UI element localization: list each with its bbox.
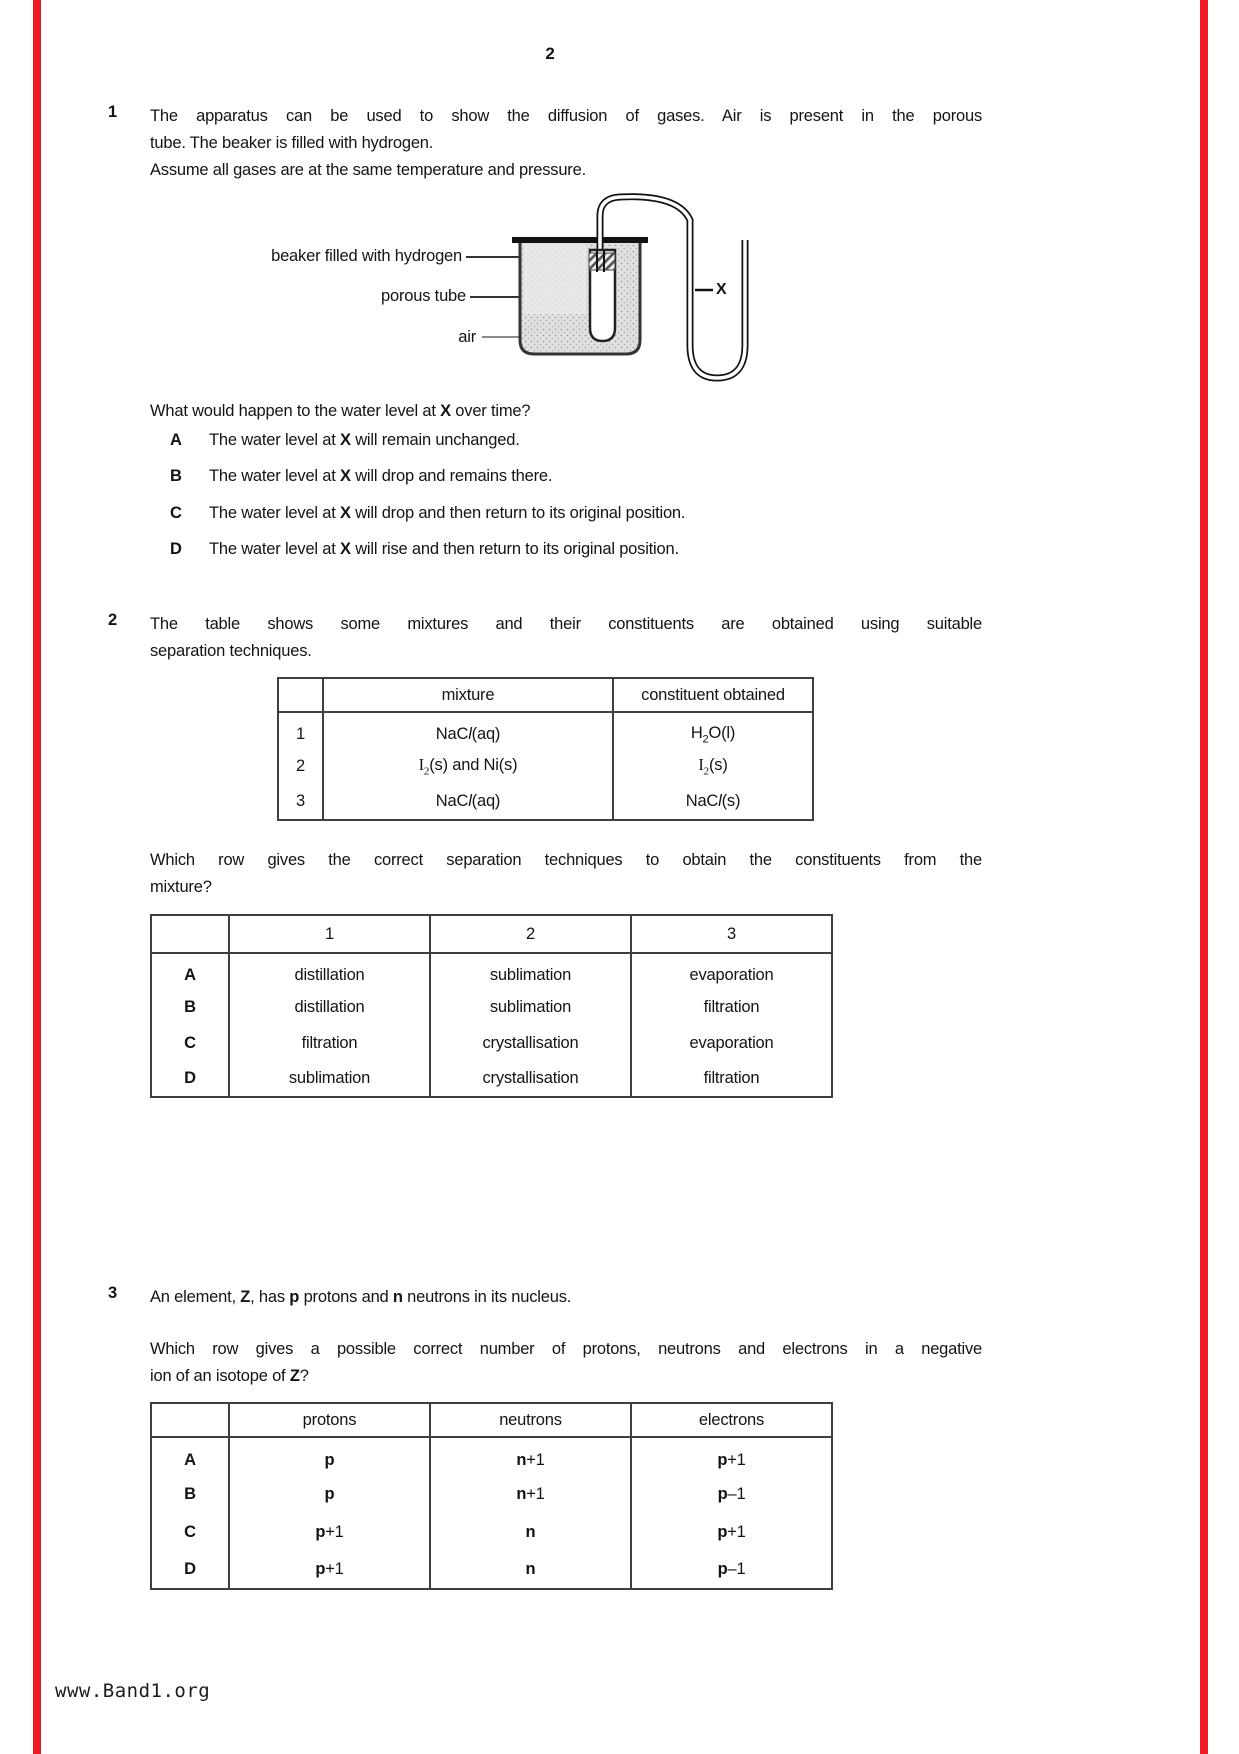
technique-cell: sublimation: [430, 989, 631, 1025]
row-number: 1: [296, 725, 305, 743]
technique-cell: filtration: [631, 989, 832, 1025]
mixture-cell: NaCl(aq): [323, 784, 613, 820]
table-row: [151, 1025, 832, 1061]
table-row: [278, 784, 813, 820]
left-red-border: [33, 0, 41, 1754]
air-label: air: [458, 328, 476, 346]
question-2-text-line2: separation techniques.: [150, 642, 312, 660]
table-row: [151, 1437, 832, 1475]
constituent-cell: $H_2O(l)$: [613, 712, 813, 748]
technique-cell: evaporation: [631, 1025, 832, 1061]
technique-cell: sublimation: [430, 953, 631, 989]
question-1-text-line2: tube. The beaker is filled with hydrogen.: [150, 134, 434, 152]
question-2-prompt-line1: Which row gives the correct separation techniques to obtain the constituents from the: [150, 851, 982, 869]
neutrons-cell: n+1: [430, 1475, 631, 1513]
technique-cell: sublimation: [229, 1061, 430, 1097]
technique-cell: crystallisation: [430, 1025, 631, 1061]
corner-cell: [151, 915, 229, 953]
question-3-intro: An element, Z, has p protons and n neutrons in its nucleus.: [150, 1288, 572, 1306]
mixture-cell: NaCl(aq): [323, 712, 613, 748]
electrons-cell: p+1: [631, 1513, 832, 1551]
right-red-border: [1200, 0, 1208, 1754]
mixture-cell: $I_2(s)$ and Ni(s): [323, 748, 613, 784]
question-1-number: 1: [108, 103, 117, 121]
beaker-label: beaker filled with hydrogen: [271, 247, 462, 265]
table-row: [151, 1475, 832, 1513]
row-letter: C: [184, 1033, 196, 1052]
row-letter: A: [184, 966, 196, 984]
corner-cell: [151, 1403, 229, 1437]
option-text: The water level at X will drop and remains there.: [209, 467, 553, 485]
question-2-text-line1: The table shows some mixtures and their constituents are obtained using suitable: [150, 615, 982, 633]
table-row: [151, 1551, 832, 1589]
constituent-cell: $I_2(s)$: [613, 748, 813, 784]
technique-cell: crystallisation: [430, 1061, 631, 1097]
q1-option-a: [170, 430, 520, 450]
option-text: The water level at X will drop and then return to its original position.: [209, 504, 686, 522]
website-footer: www.Band1.org: [55, 1680, 211, 1702]
question-2-number: 2: [108, 611, 117, 629]
table-row: [151, 989, 832, 1025]
table-row: [151, 1513, 832, 1551]
header-row: [151, 915, 832, 953]
apparatus-diagram: [200, 190, 800, 405]
protons-cell: p: [229, 1437, 430, 1475]
q1-option-b: [170, 466, 552, 486]
neutrons-column-header: neutrons: [430, 1403, 631, 1437]
row-letter: B: [184, 997, 196, 1016]
question-2-prompt-line2: mixture?: [150, 878, 212, 896]
row-letter: C: [184, 1522, 196, 1541]
technique-cell: distillation: [229, 953, 430, 989]
option-letter: C: [170, 504, 182, 522]
option-letter: D: [170, 540, 182, 558]
question-1-prompt: What would happen to the water level at X over time?: [150, 402, 531, 420]
question-3-number: 3: [108, 1284, 117, 1302]
page-number: 2: [545, 44, 555, 63]
technique-cell: evaporation: [631, 953, 832, 989]
row-letter: D: [184, 1560, 196, 1578]
column-header-3: 3: [631, 915, 832, 953]
electrons-cell: p–1: [631, 1551, 832, 1589]
mixtures-table: [277, 677, 814, 821]
option-letter: A: [170, 431, 182, 449]
question-1-text-line3: Assume all gases are at the same temperature and pressure.: [150, 161, 586, 179]
neutrons-cell: n: [430, 1551, 631, 1589]
row-number: 3: [296, 792, 305, 810]
table-row: [278, 712, 813, 748]
header-row: [151, 1403, 832, 1437]
question-3-prompt-line2: ion of an isotope of Z?: [150, 1367, 309, 1385]
electrons-cell: p+1: [631, 1437, 832, 1475]
x-level-label: X: [716, 281, 727, 298]
mixture-column-header: mixture: [323, 678, 613, 712]
row-letter: A: [184, 1451, 196, 1469]
row-number: 2: [296, 756, 305, 775]
neutrons-cell: n: [430, 1513, 631, 1551]
table-row: [151, 1061, 832, 1097]
constituent-column-header: constituent obtained: [613, 678, 813, 712]
column-header-2: 2: [430, 915, 631, 953]
column-header-1: 1: [229, 915, 430, 953]
question-3-prompt-line1: Which row gives a possible correct number of protons, neutrons and electrons in a negative: [150, 1340, 982, 1358]
q1-option-c: [170, 503, 685, 523]
table-row: [278, 748, 813, 784]
option-text: The water level at X will rise and then return to its original position.: [209, 540, 679, 558]
electrons-column-header: electrons: [631, 1403, 832, 1437]
mixtures-table-header-row: [278, 678, 813, 712]
neutrons-cell: n+1: [430, 1437, 631, 1475]
question-1-text-line1: The apparatus can be used to show the diffusion of gases. Air is present in the porous: [150, 107, 982, 125]
electrons-cell: p–1: [631, 1475, 832, 1513]
constituent-cell: NaCl(s): [613, 784, 813, 820]
row-letter: D: [184, 1069, 196, 1087]
technique-cell: filtration: [631, 1061, 832, 1097]
particles-table: [150, 1402, 833, 1590]
protons-cell: p: [229, 1475, 430, 1513]
technique-cell: filtration: [229, 1025, 430, 1061]
q1-option-d: [170, 539, 679, 559]
option-letter: B: [170, 467, 182, 485]
porous-tube-label: porous tube: [381, 287, 466, 305]
protons-cell: p+1: [229, 1513, 430, 1551]
corner-cell: [278, 678, 323, 712]
protons-column-header: protons: [229, 1403, 430, 1437]
row-letter: B: [184, 1484, 196, 1503]
separation-techniques-table: [150, 914, 833, 1098]
option-text: The water level at X will remain unchanged.: [209, 431, 520, 449]
technique-cell: distillation: [229, 989, 430, 1025]
protons-cell: p+1: [229, 1551, 430, 1589]
table-row: [151, 953, 832, 989]
